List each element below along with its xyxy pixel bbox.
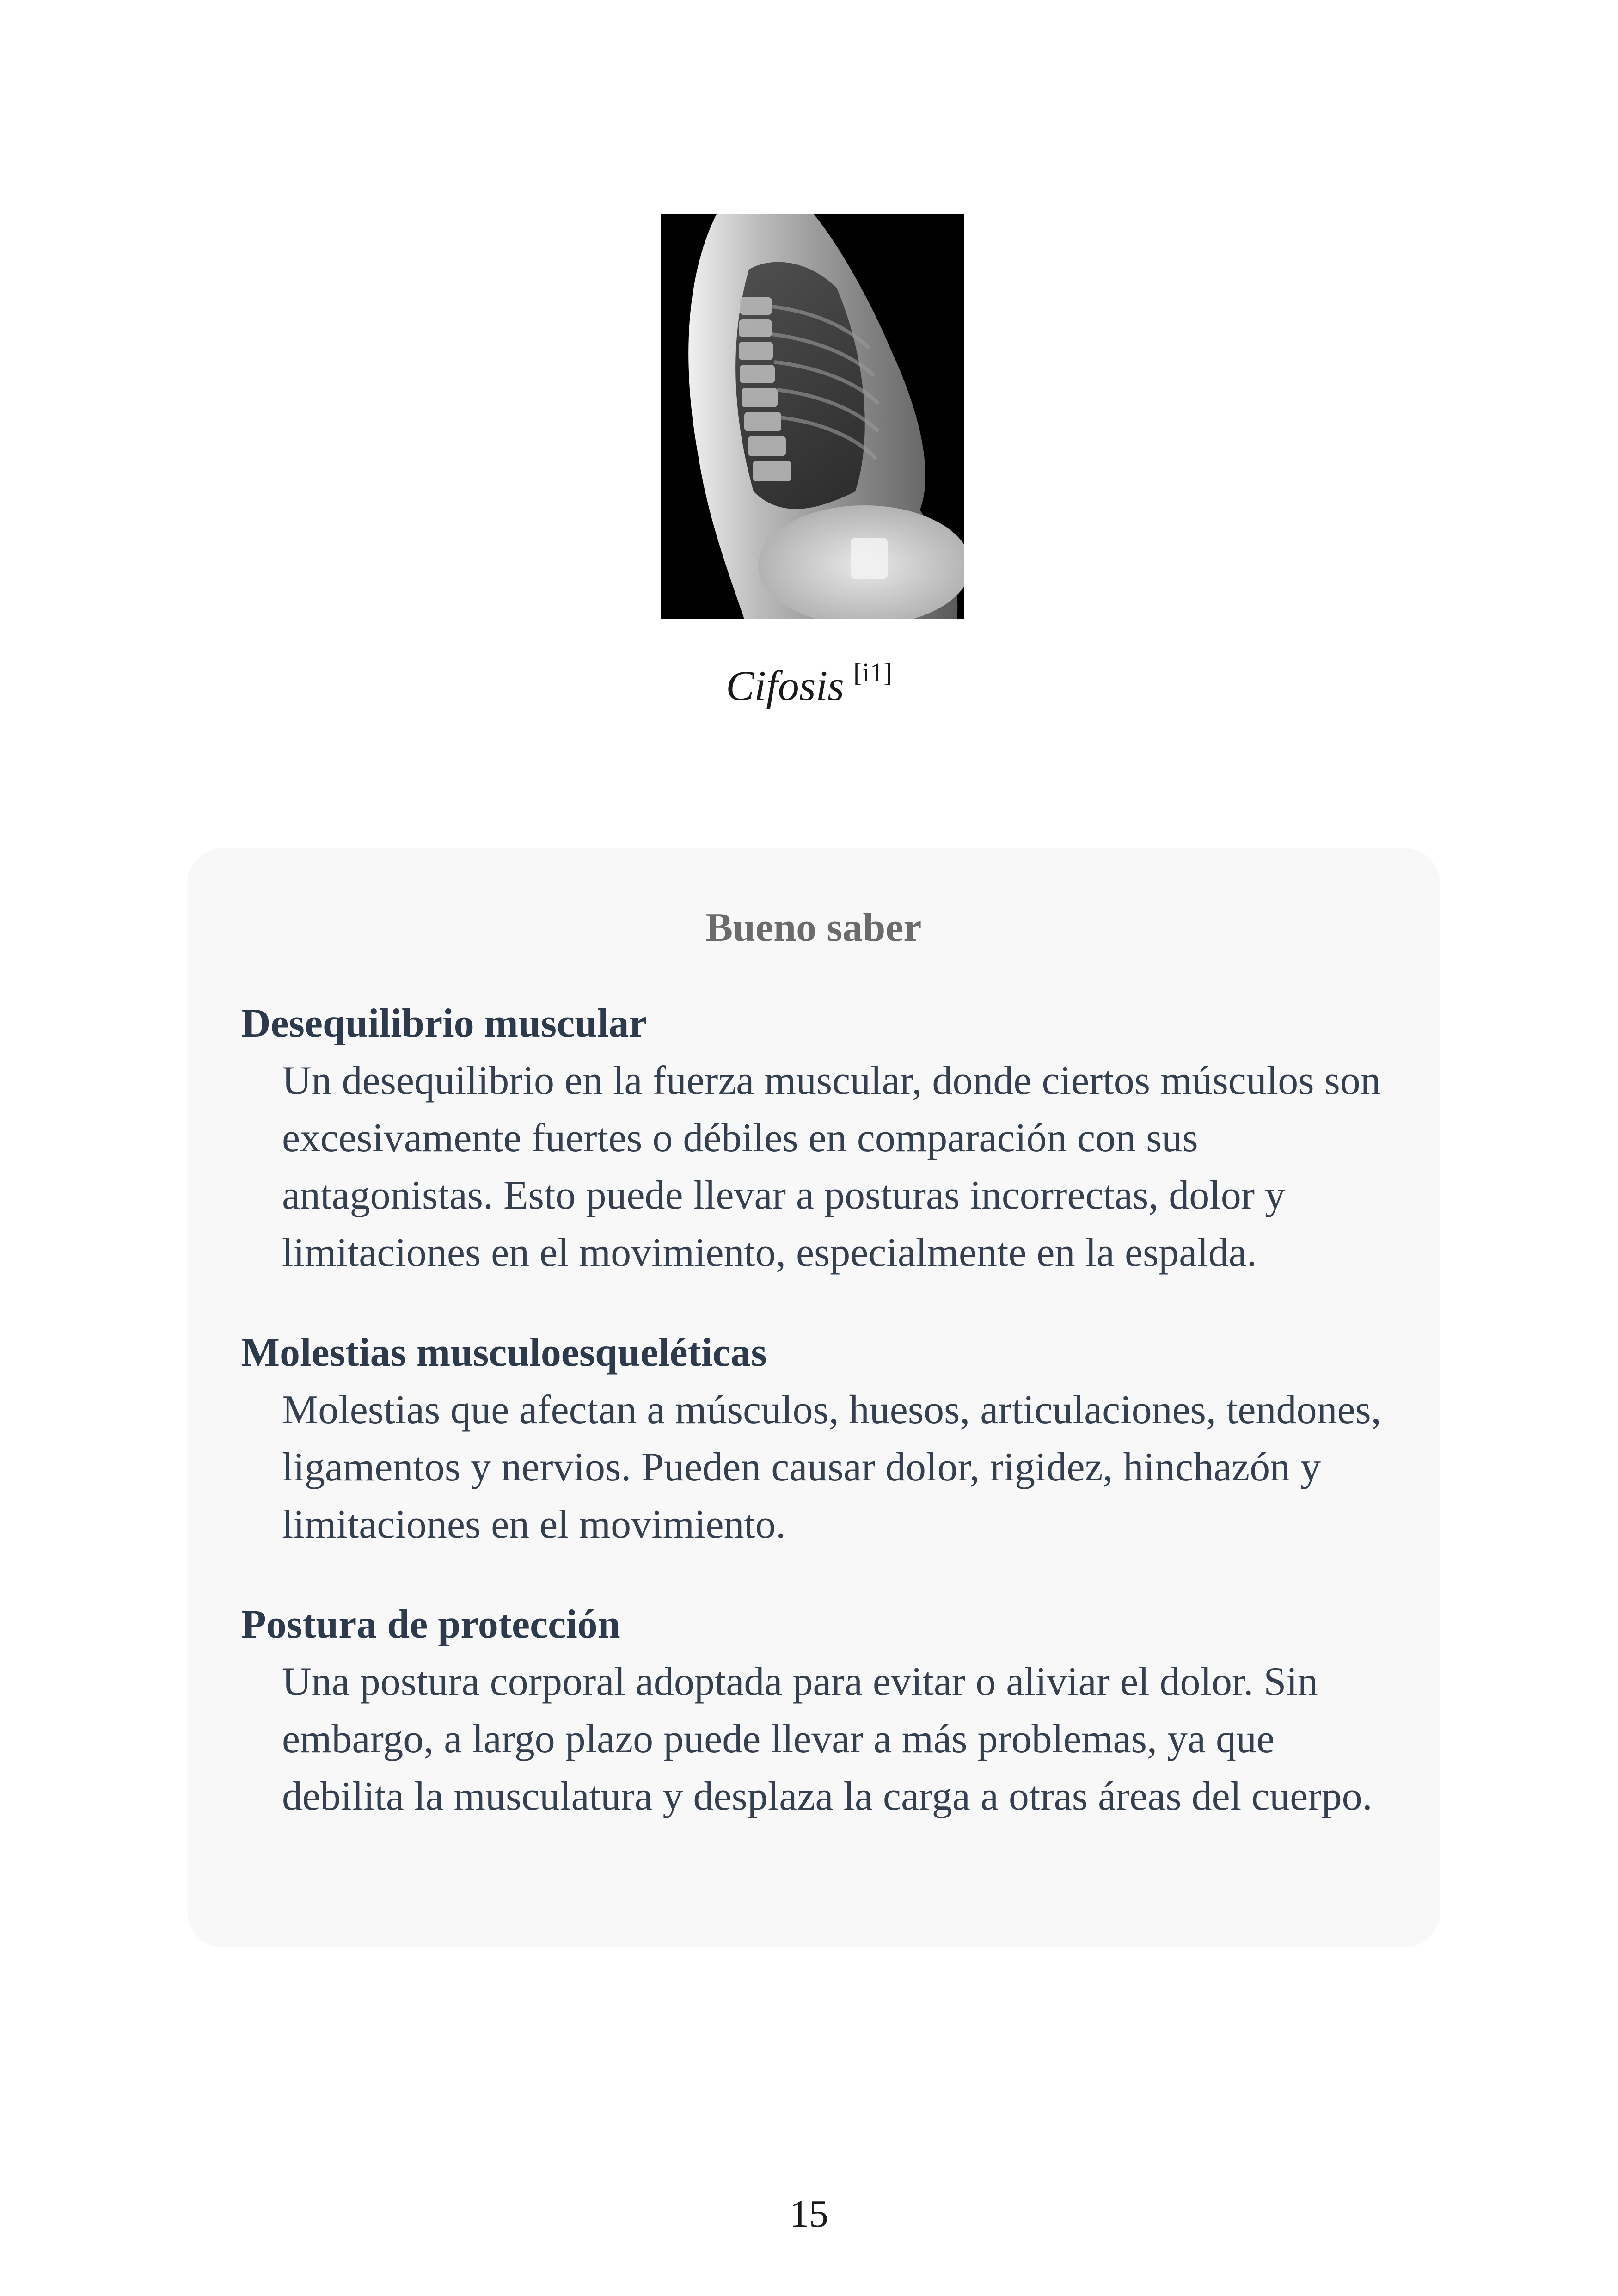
glossary-definition: Molestias que afectan a músculos, huesos, articulaciones, tendones, ligamentos y nervios. Pueden causar dolor, rigidez, hinchazón y limitaciones en el movimiento. — [282, 1387, 1381, 1547]
page-number: 15 — [790, 2192, 828, 2235]
glossary-entry — [241, 1324, 1397, 1553]
glossary-entry — [241, 995, 1397, 1282]
xray-image — [661, 214, 964, 619]
glossary-term: Postura de protección — [241, 1602, 620, 1647]
caption-text: Cifosis — [726, 662, 844, 709]
glossary-definition: Un desequilibrio en la fuerza muscular, donde ciertos músculos son excesivamente fuertes o débiles en comparación con sus antagonistas. Esto puede llevar a posturas incorrectas, dolor y limitaciones en el movimiento, especialmente en la espalda. — [282, 1058, 1381, 1275]
info-box-title: Bueno saber — [705, 905, 922, 950]
caption-reference: [i1] — [853, 657, 892, 688]
glossary-list — [241, 995, 1397, 1868]
figure-caption — [0, 657, 1618, 711]
xray-illustration — [661, 214, 964, 619]
glossary-definition: Una postura corporal adoptada para evitar o aliviar el dolor. Sin embargo, a largo plazo puede llevar a más problemas, ya que debilita la musculatura y desplaza la carga a otras áreas del cuerpo. — [282, 1659, 1373, 1819]
glossary-term: Desequilibrio muscular — [241, 1001, 647, 1046]
info-box — [187, 848, 1440, 1947]
glossary-entry — [241, 1596, 1397, 1825]
glossary-term: Molestias musculoesqueléticas — [241, 1330, 767, 1375]
